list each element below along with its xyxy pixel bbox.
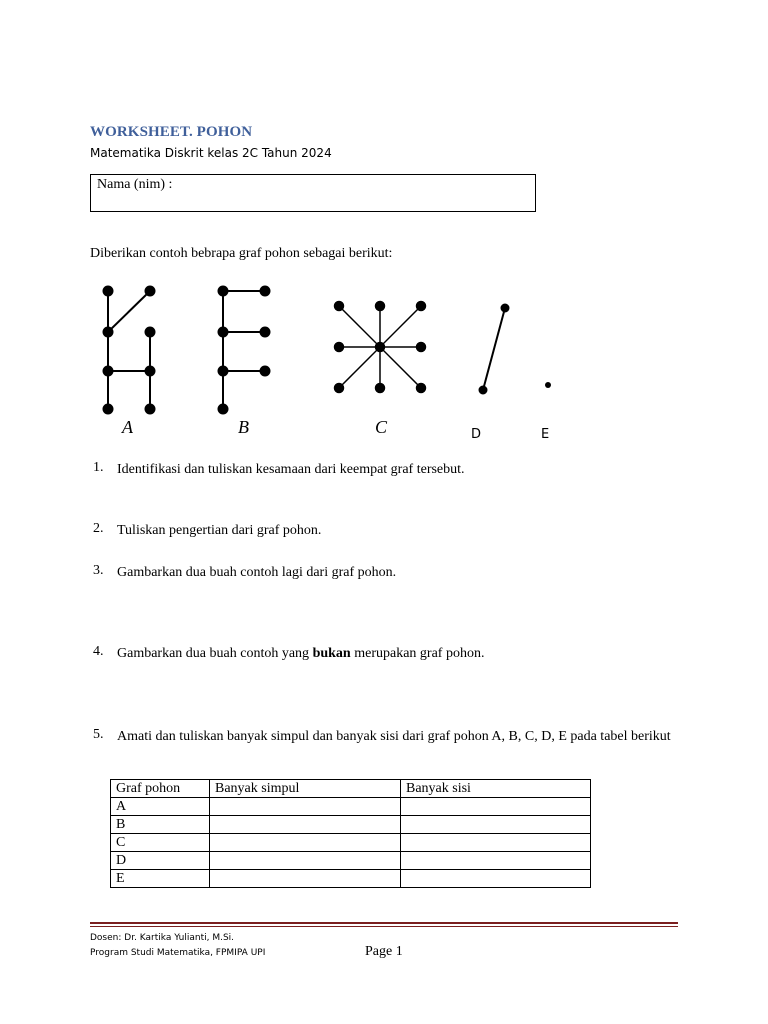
- graph-b: [219, 287, 270, 414]
- table-row: [111, 834, 591, 852]
- graph-label-b: B: [238, 417, 249, 437]
- graph-label-d: D: [471, 427, 482, 442]
- footer-lecturer: Dosen: Dr. Kartika Yulianti, M.Si.: [90, 933, 235, 943]
- question-text-before: Gambarkan dua buah contoh yang: [117, 646, 313, 661]
- question-number: 5.: [93, 727, 104, 742]
- question-number: 3.: [93, 563, 104, 578]
- tree-graph-figures: [90, 275, 570, 445]
- table-cell-simpul[interactable]: [210, 798, 401, 816]
- graph-c: [335, 302, 426, 393]
- table-cell-graph: C: [111, 834, 210, 852]
- course-subtitle: Matematika Diskrit kelas 2C Tahun 2024: [90, 146, 332, 160]
- table-cell-graph: B: [111, 816, 210, 834]
- question-text: Amati dan tuliskan banyak simpul dan banyak sisi dari graf pohon A, B, C, D, E pada tabel berikut: [117, 729, 671, 744]
- question-text-bold: bukan: [312, 646, 351, 661]
- table-cell-graph: E: [111, 870, 210, 888]
- graph-label-e: E: [541, 427, 550, 442]
- question-text: Identifikasi dan tuliskan kesamaan dari keempat graf tersebut.: [117, 462, 465, 477]
- table-cell-simpul[interactable]: [210, 834, 401, 852]
- table-row: [111, 852, 591, 870]
- question-text: Gambarkan dua buah contoh lagi dari graf pohon.: [117, 565, 397, 580]
- graph-label-a: A: [122, 417, 133, 437]
- table-header-simpul: Banyak simpul: [210, 780, 401, 798]
- question-number: 4.: [93, 644, 104, 659]
- table-cell-simpul[interactable]: [210, 816, 401, 834]
- question-1: [93, 460, 693, 476]
- table-cell-simpul[interactable]: [210, 870, 401, 888]
- table-cell-graph: D: [111, 852, 210, 870]
- table-cell-sisi[interactable]: [401, 798, 591, 816]
- graph-d: [480, 305, 509, 394]
- table-cell-sisi[interactable]: [401, 816, 591, 834]
- question-text: Tuliskan pengertian dari graf pohon.: [117, 523, 322, 538]
- question-4: [93, 644, 693, 660]
- table-cell-sisi[interactable]: [401, 834, 591, 852]
- table-cell-simpul[interactable]: [210, 852, 401, 870]
- table-row: [111, 870, 591, 888]
- footer-program: Program Studi Matematika, FPMIPA UPI: [90, 948, 266, 958]
- graph-e: [545, 382, 551, 388]
- footer-rule: [90, 922, 678, 924]
- table-cell-sisi[interactable]: [401, 852, 591, 870]
- graph-a: [104, 287, 155, 414]
- answer-table: [110, 779, 591, 888]
- question-number: 1.: [93, 460, 104, 475]
- table-cell-graph: A: [111, 798, 210, 816]
- name-label: Nama (nim) :: [97, 177, 173, 192]
- table-header-graf: Graf pohon: [111, 780, 210, 798]
- table-cell-sisi[interactable]: [401, 870, 591, 888]
- worksheet-title: WORKSHEET. POHON: [90, 124, 253, 140]
- intro-text: Diberikan contoh bebrapa graf pohon sebagai berikut:: [90, 246, 393, 261]
- name-field-box[interactable]: [90, 174, 536, 212]
- graph-label-c: C: [375, 417, 388, 437]
- question-number: 2.: [93, 521, 104, 536]
- page-number: Page 1: [365, 944, 403, 959]
- table-header-row: [111, 780, 591, 798]
- question-5: [93, 727, 693, 743]
- question-text-after: merupakan graf pohon.: [350, 646, 485, 661]
- question-text: [117, 644, 677, 663]
- question-2: [93, 521, 693, 537]
- table-header-sisi: Banyak sisi: [401, 780, 591, 798]
- footer-rule-thin: [90, 926, 678, 927]
- question-3: [93, 563, 693, 579]
- table-row: [111, 798, 591, 816]
- table-row: [111, 816, 591, 834]
